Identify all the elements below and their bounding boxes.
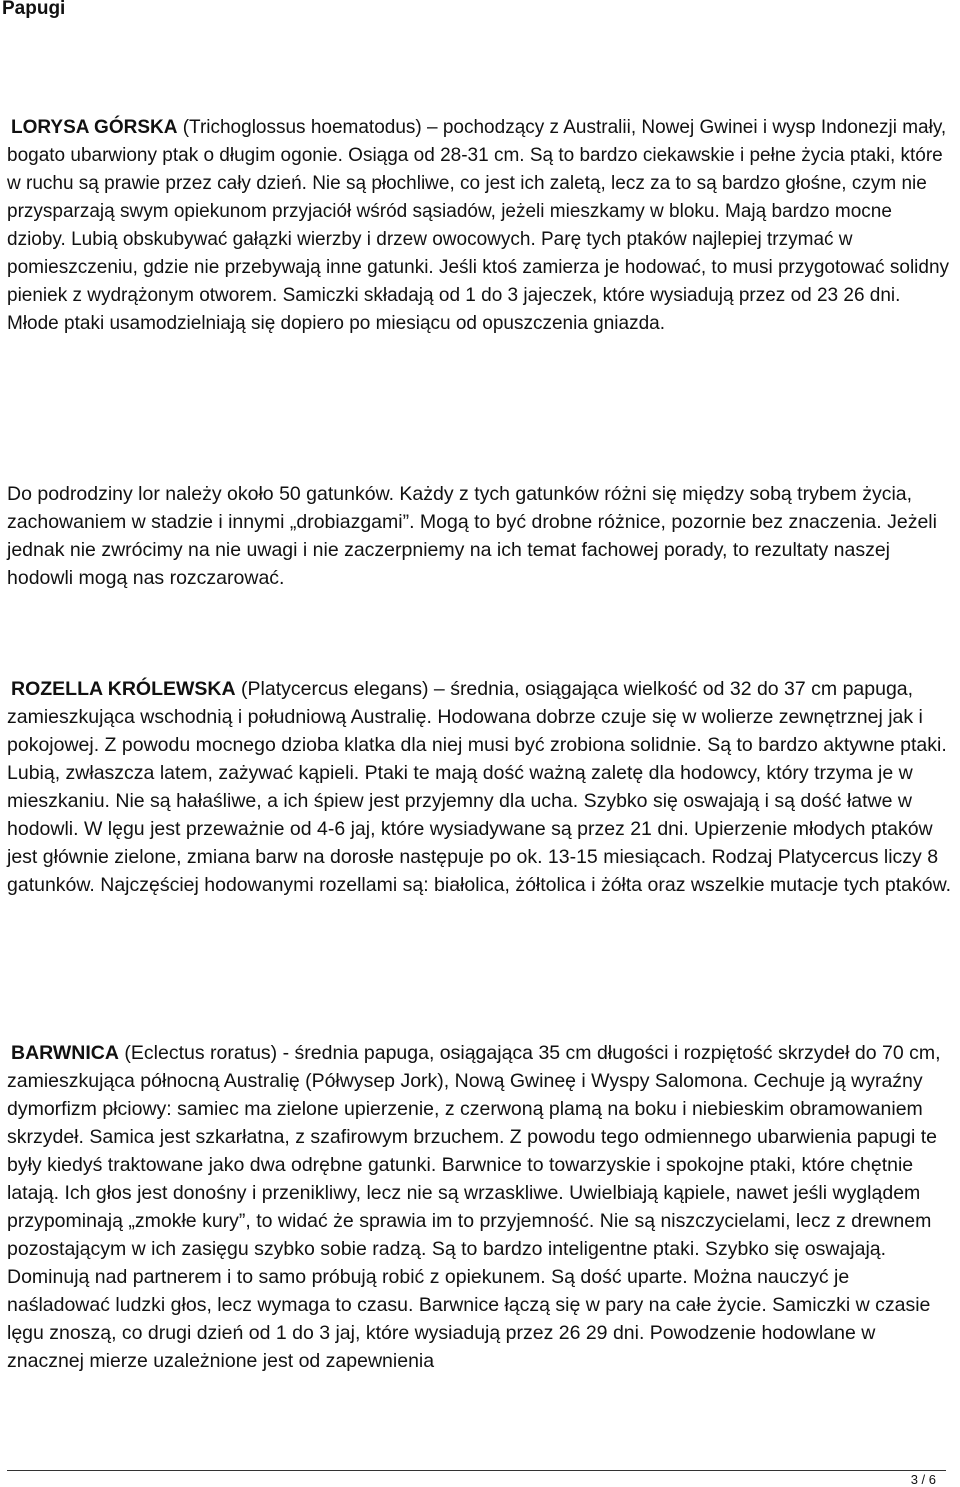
section-rozella-krolewska	[7, 675, 952, 899]
footer-divider	[7, 1470, 946, 1471]
section-heading-barwnica: BARWNICA	[11, 1042, 119, 1064]
section-barwnica	[7, 1039, 952, 1375]
section-lorysa-gorska	[7, 114, 952, 338]
section-heading-rozella: ROZELLA KRÓLEWSKA	[11, 678, 236, 700]
section-body-rozella: (Platycercus elegans) – średnia, osiągająca wielkość od 32 do 37 cm papuga, zamieszkująca wschodnią i południową Australię. Hodowana dobrze czuje się w wolierze zewnętrznej jak i pokojowej. Z powodu mocnego dzioba klatka dla niej musi być zrobiona solidnie. Są to bardzo aktywne ptaki. Lubią, zwłaszcza latem, zażywać kąpieli. Ptaki te mają dość ważną zaletę dla hodowcy, który trzyma je w mieszkaniu. Nie są hałaśliwe, a ich śpiew jest przyjemny dla ucha. Szybko się oswajają i są dość łatwe w hodowli. W lęgu jest przeważnie od 4-6 jaj, które wysiadywane są przez 21 dni. Upierzenie młodych ptaków jest głównie zielone, zmiana barw na dorosłe następuje po ok. 13-15 miesiącach. Rodzaj Platycercus liczy 8 gatunków. Najczęściej hodowanymi rozellami są: białolica, żółtolica i żółta oraz wszelkie mutacje tych ptaków.	[7, 678, 952, 896]
page-number: 3 / 6	[910, 1472, 936, 1487]
section-lory-subfamily	[7, 480, 952, 592]
section-body-barwnica: (Eclectus roratus) - średnia papuga, osiągająca 35 cm długości i rozpiętość skrzydeł do 70 cm, zamieszkująca północną Australię (Półwysep Jork), Nową Gwineę i Wyspy Salomona. Cechuje ją wyraźny dymorfizm płciowy: samiec ma zielone upierzenie, z czerwoną plamą na boku i niebieskim obramowaniem skrzydeł. Samica jest szkarłatna, z szafirowym brzuchem. Z powodu tego odmiennego ubarwienia papugi te były kiedyś traktowane jako dwa odrębne gatunki. Barwnice to towarzyskie i spokojne ptaki, które chętnie latają. Ich głos jest donośny i przenikliwy, lecz nie są wrzaskliwe. Uwielbiają kąpiele, nawet jeśli wyglądem przypominają „zmokłe kury”, to widać że sprawia im to przyjemność. Nie są niszczycielami, lecz z drewnem pozostającym w ich zasięgu szybko sobie radzą. Są to bardzo inteligentne ptaki. Szybko się oswajają. Dominują nad partnerem i to samo próbują robić z opiekunem. Są dość uparte. Można nauczyć je naśladować ludzki głos, lecz wymaga to czasu. Barwnice łączą się w pary na całe życie. Samiczki w czasie lęgu znoszą, co drugi dzień od 1 do 3 jaj, które wysiadują przez 26 29 dni. Powodzenie hodowlane w znacznej mierze uzależnione jest od zapewnienia	[7, 1042, 941, 1372]
section-body-lory-subfamily: Do podrodziny lor należy około 50 gatunków. Każdy z tych gatunków różni się między sobą trybem życia, zachowaniem w stadzie i innymi „drobiazgami”. Mogą to być drobne różnice, pozornie bez znaczenia. Jeżeli jednak nie zwrócimy na nie uwagi i nie zaczerpniemy na ich temat fachowej porady, to rezultaty naszej hodowli mogą nas rozczarować.	[7, 483, 937, 589]
section-body-lorysa: (Trichoglossus hoematodus) – pochodzący z Australii, Nowej Gwinei i wysp Indonezji mały, bogato ubarwiony ptak o długim ogonie. Osiąga od 28-31 cm. Są to bardzo ciekawskie i pełne życia ptaki, które w ruchu są prawie przez cały dzień. Nie są płochliwe, co jest ich zaletą, lecz za to są bardzo głośne, czym nie przysparzają swym opiekunom przyjaciół wśród sąsiadów, jeżeli mieszkamy w bloku. Mają bardzo mocne dzioby. Lubią obskubywać gałązki wierzby i drzew owocowych. Parę tych ptaków najlepiej trzymać w pomieszczeniu, gdzie nie przebywają inne gatunki. Jeśli ktoś zamierza je hodować, to musi przygotować solidny pieniek z wydrążonym otworem. Samiczki składają od 1 do 3 jajeczek, które wysiadują przez od 23 26 dni. Młode ptaki usamodzielniają się dopiero po miesiącu od opuszczenia gniazda.	[7, 117, 950, 334]
document-title: Papugi	[2, 0, 66, 19]
section-heading-lorysa: LORYSA GÓRSKA	[11, 117, 178, 138]
